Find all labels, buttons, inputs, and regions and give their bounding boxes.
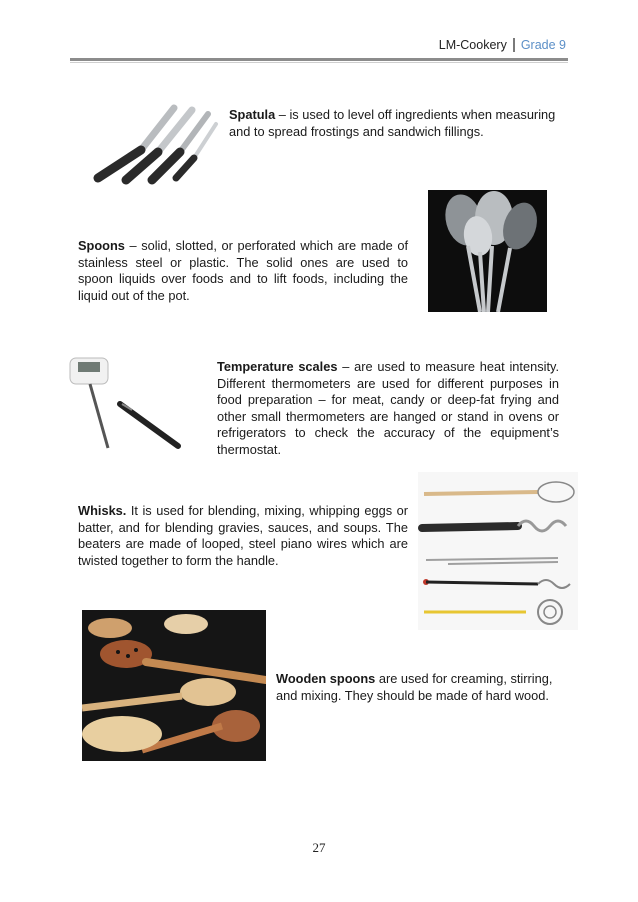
spoons-description [78, 238, 408, 304]
whisks-text: It is used for blending, mixing, whipping eggs or batter, and for blending gravies, sauces, and soups. The beaters are made of looped, steel piano wires which are twisted together to form the handle. [78, 503, 408, 568]
temperature-term: Temperature scales [217, 359, 338, 374]
wooden-spoons-text: are used for creaming, stirring, and mixing. They should be made of hard wood. [276, 671, 553, 703]
whisks-term: Whisks. [78, 503, 127, 518]
wooden-spoons-image [82, 610, 266, 761]
page-header [439, 38, 566, 52]
page-number: 27 [312, 840, 326, 855]
grade-label: Grade 9 [520, 38, 566, 52]
spoons-term: Spoons [78, 238, 125, 253]
course-title: LM-Cookery [438, 38, 507, 52]
thermometer-image [66, 352, 184, 450]
wooden-spoons-term: Wooden spoons [276, 671, 376, 686]
spatula-term: Spatula [229, 107, 276, 122]
temperature-text: – are used to measure heat intensity. Different thermometers are used for different purposes in food preparation – for meat, candy or deep-fat frying and other small thermometers are hanged or stand in ovens or refrigerators to check the accuracy of the equipment’s thermostat. [217, 359, 560, 457]
whisks-description [78, 503, 408, 569]
temperature-description [217, 359, 559, 459]
spatula-description [229, 107, 559, 140]
spoons-text: – solid, slotted, or perforated which are made of stainless steel or plastic. The solid ones are used to spoon liquids over foods and to lift foods, including the liquid out of the pot. [78, 238, 408, 303]
wooden-spoons-description [276, 671, 560, 704]
header-rule-thin [70, 62, 568, 63]
spoons-image [428, 190, 547, 312]
whisks-image [418, 472, 578, 630]
spatula-image [86, 100, 226, 188]
header-rule [70, 58, 568, 61]
spatula-text: – is used to level off ingredients when measuring and to spread frostings and sandwich fillings. [229, 107, 556, 139]
